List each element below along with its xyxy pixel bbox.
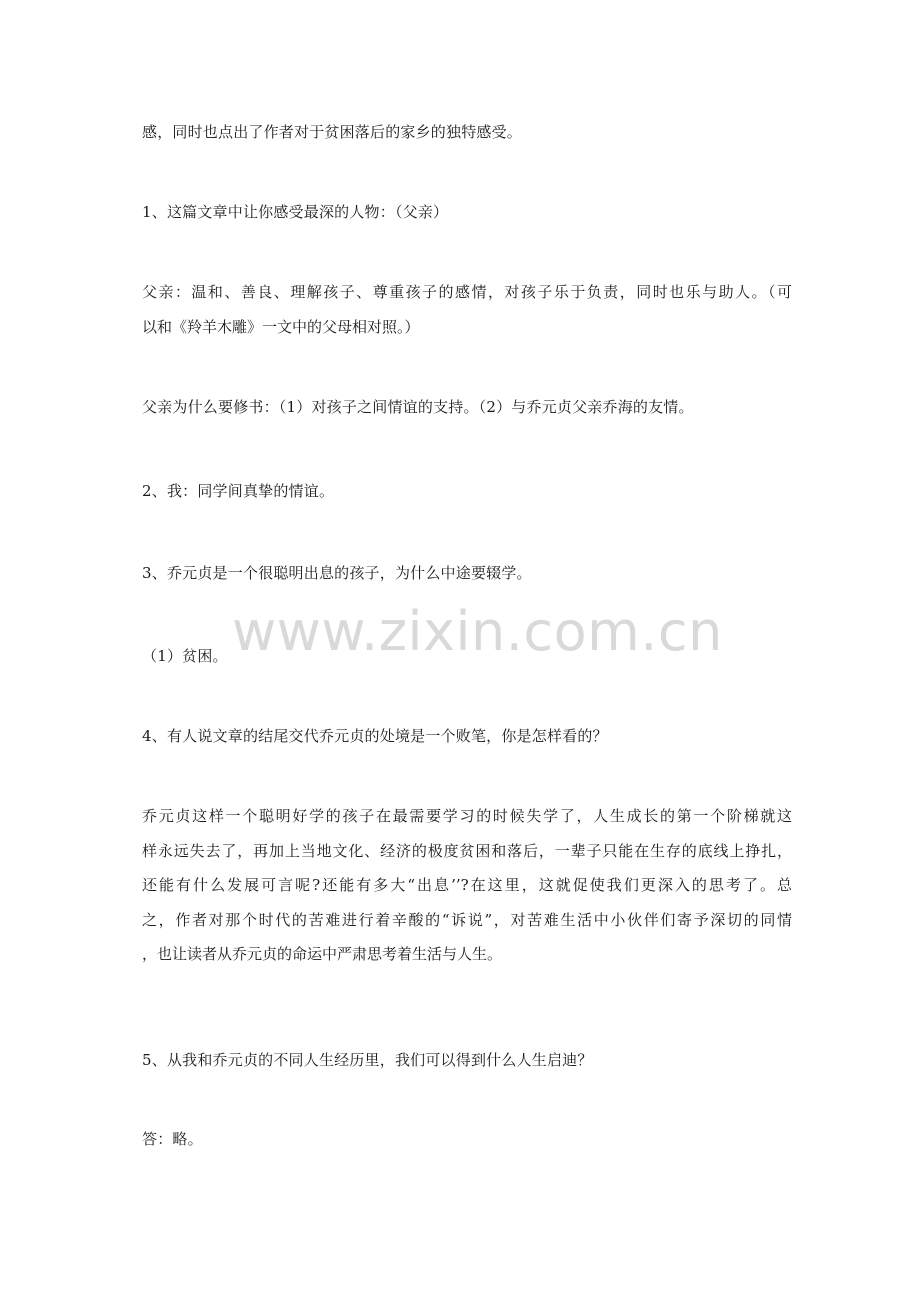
father-description-line-2: 以和《羚羊木雕》一文中的父母相对照。） [142,317,420,336]
watermark: www.zixin.com.cn [232,600,723,663]
question-5: 5、从我和乔元贞的不同人生经历里，我们可以得到什么人生启迪？ [142,1051,593,1069]
father-reason: 父亲为什么要修书：（1）对孩子之间情谊的支持。（2）与乔元贞父亲乔海的友情。 [142,398,694,416]
question-2: 2、我：同学间真挚的情谊。 [142,482,335,500]
answer-4-line-1: 乔元贞这样一个聪明好学的孩子在最需要学习的时候失学了，人生成长的第一个阶梯就这 [142,807,792,825]
answer-3: （1）贫困。 [142,647,228,665]
question-1: 1、这篇文章中让你感受最深的人物：（父亲） [142,203,449,221]
question-3: 3、乔元贞是一个很聪明出息的孩子，为什么中途要辍学。 [142,564,532,582]
answer-5: 答：略。 [142,1130,203,1148]
father-description [142,282,792,337]
answer-4 [142,806,792,964]
intro-line: 感，同时也点出了作者对于贫困落后的家乡的独特感受。 [142,123,523,141]
father-description-line-1: 父亲：温和、善良、理解孩子、尊重孩子的感情，对孩子乐于负责，同时也乐与助人。（可 [142,283,792,301]
answer-4-line-4: 之，作者对那个时代的苦难进行着辛酸的“诉说”，对苦难生活中小伙伴们寄予深切的同情 [142,910,792,929]
question-4: 4、有人说文章的结尾交代乔元贞的处境是一个败笔，你是怎样看的？ [142,727,608,745]
answer-4-line-2: 样永远失去了，再加上当地文化、经济的极度贫困和落后，一辈子只能在生存的底线上挣扎， [142,841,792,860]
answer-4-line-5: ，也让读者从乔元贞的命运中严肃思考着生活与人生。 [142,945,503,963]
answer-4-line-3: 还能有什么发展可言呢?还能有多大“出息’’?在这里，这就促使我们更深入的思考了。总 [142,876,792,894]
